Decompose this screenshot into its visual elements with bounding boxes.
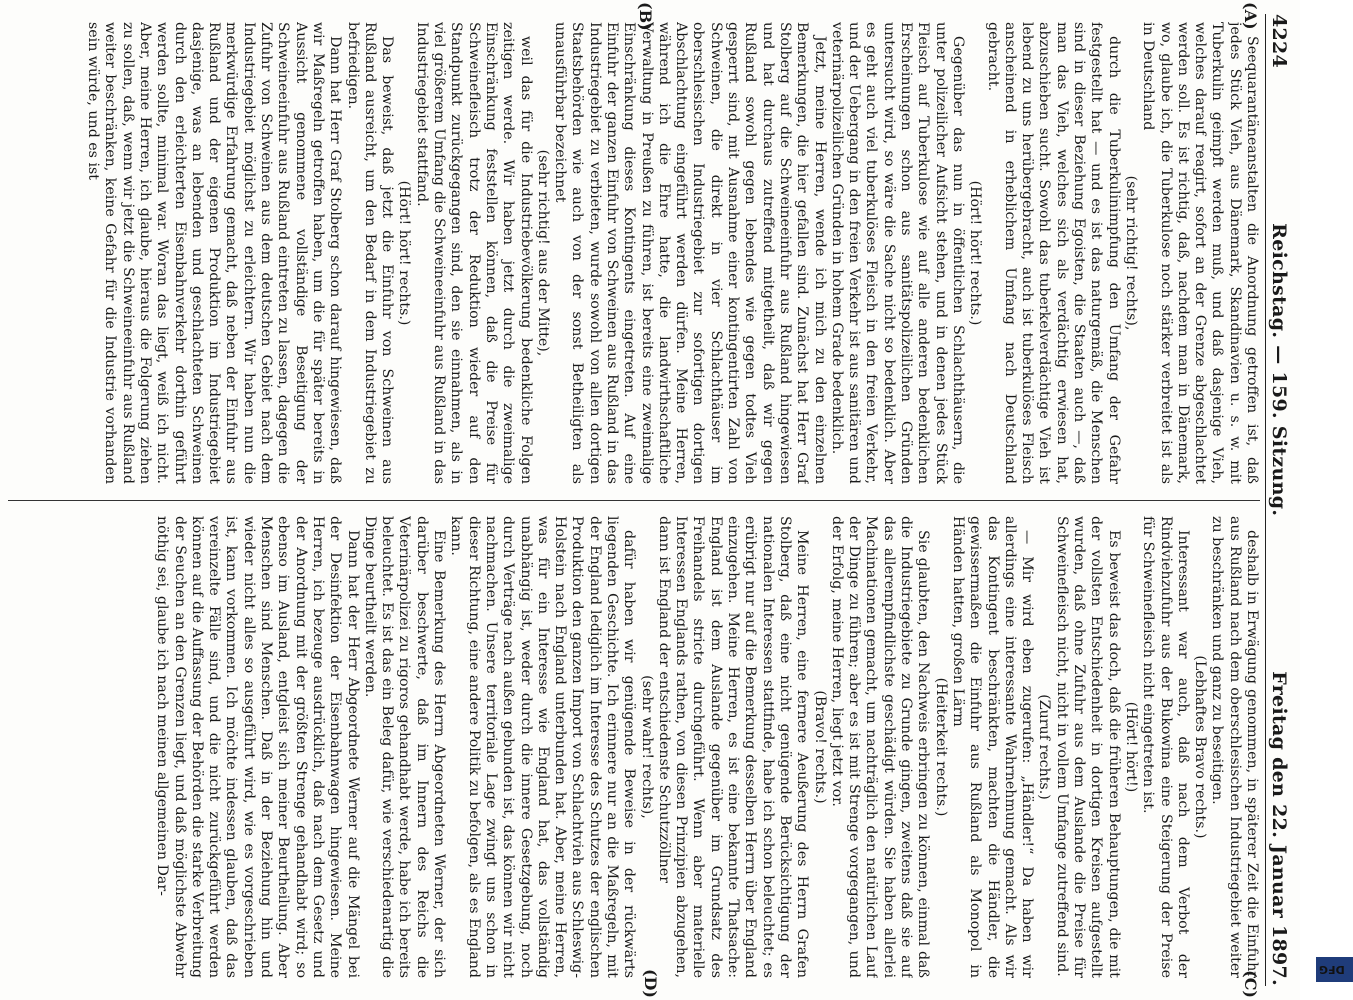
paragraph: dafür haben wir genügende Beweise in der rückwärts liegenden Geschichte. Ich erinnere nur an die Maßregeln, mit der England lediglich im Interesse des Schutzes der englischen Produktion den ganzen Import von Schlachtvieh aus Schleswig-Holstein nach England unterbunden hat. Aber, meine Herren, was für ein Interesse wie England hat, das vollständig unabhängig ist, weder durch die innere Gesetzgebung, noch durch Verträge nach außen gebunden ist, das können wir nicht nachmachen. Unsere territoriale Lage zwingt uns schon in dieser Richtung, eine andere Politik zu befolgen, als es England kann.	[448, 516, 638, 978]
interjection: (Hört! hört! rechts.)	[967, 180, 984, 326]
margin-mark-a: (A)	[1241, 2, 1260, 30]
paragraph: Eine Bemerkung des Herrn Abgeordneten Werner, der sich darüber beschwerte, daß im Innern des Reichs die Veterinärpolizei zu rigoros gehandhabt werde, habe ich bereits beleuchtet. Es ist das ein Beleg dafür, wie verschiedenartig die Dinge beurtheilt werden.	[361, 516, 448, 978]
left-column	[6, 22, 1260, 484]
column-divider	[8, 500, 1260, 501]
paragraph: Sie glaubten, den Nachweis erbringen zu können, einmal daß die Industriegebiete zu Grunde gingen, zweitens daß sie auf das allerempfindlichste geschädigt würden. Sie haben allerlei Machinationen gemacht, um nachträglich den natürlichen Lauf der Dinge zu führen; aber es ist mit Strenge vorgegangen, und der Erfolg, meine Herren, liegt jetzt vor.	[828, 516, 932, 978]
interjection: (sehr richtig! aus der Mitte),	[534, 149, 551, 357]
paragraph: — Mir wird eben zugerufen: „Händler!“ Da haben wir allerdings eine interessante Wahrnehmung gemacht. Als wir das Kontingent beschränkten, machten die Händler, die gewissermaßen die Einfuhr aus Rußland als Monopol in Händen hatten, großen Lärm	[949, 516, 1036, 978]
paragraph: deshalb in Erwägung genommen, in späterer Zeit die Einfuhr aus Rußland nach dem oberschlesischen Industriegebiet weiter zu beschränken und ganz zu beseitigen.	[1209, 516, 1260, 978]
dfg-logo: DFG	[1316, 957, 1353, 982]
paragraph: Dann hat Herr Graf Stolberg schon darauf hingewiesen, daß wir Maßregeln getroffen haben, um die für später bereits in Aussicht genommene vollständige Beseitigung der Schweineeinfuhr aus Rußland eintreten zu lassen, dagegen die Zufuhr von Schweinen aus dem deutschen Gebiet nach dem Industriegebiet möglichst zu erleichtern. Wir haben nun die merkwürdige Erfahrung gemacht, daß neben der Einfuhr aus Rußland und der eigenen Produktion im Industriegebiet dasjenige, was an lebenden und geschlachteten Schweinen durch den erleichterten Eisenbahnverkehr dorthin geführt werden sollte, minimal war. Woran das liegt, weiß ich nicht. Aber, meine Herren, ich glaube, hieraus die Folgerung ziehen zu sollen, daß, wenn wir jetzt die Schweineeinfuhr aus Rußland weiter beschränken, keine Gefahr für die Industrie vorhanden sein würde, und es ist	[85, 22, 344, 484]
paragraph: Das beweist, daß jetzt die Einfuhr von Schweinen aus Rußland ausreicht, um den Bedarf in dem Industriegebiet zu befriedigen.	[344, 22, 396, 484]
interjection: (Hört! hört!)	[1122, 701, 1139, 793]
interjection: (Zuruf rechts.)	[1036, 694, 1053, 800]
paragraph: Gegenüber das nun in öffentlichen Schlachthäusern, die unter polizeilicher Aufsicht stehen, und in denen jedes Stück Fleisch auf Tuberkulose wie auf alle anderen bedenklichen Erscheinungen schon aus sanitätspolizeilichen Gründen untersucht wird, so wäre die Sache nicht so bedenklich. Aber es geht auch viel tuberkulöses Fleisch in den freien Verkehr, und der Uebergang in den freien Verkehr ist aus sanitären und veterinärpolizeilichen Gründen in hohem Grade bedenklich.	[828, 22, 966, 484]
right-column	[6, 516, 1260, 978]
interjection: (Hört! hört! rechts.)	[396, 180, 413, 326]
paragraph: weil das für die Industriebevölkerung bedenkliche Folgen zeitigen werde. Wir haben jetzt durch die zweimalige Einschränkung feststellen können, daß die Preise für Schweinefleisch trotz der Reduktion wieder auf den Standpunkt zurückgegangen sind, den sie einnahmen, als in viel größerem Umfang die Schweineeinfuhr aus Rußland in das Industriegebiet stattfand.	[413, 22, 534, 484]
page-header	[1265, 14, 1292, 986]
digitization-credit	[1319, 0, 1353, 1000]
margin-mark-b: (B)	[636, 2, 655, 31]
page-title: Reichstag. — 159. Sitzung.	[1268, 223, 1290, 517]
page-number: 4224	[1268, 14, 1290, 69]
margin-mark-d: (D)	[641, 968, 660, 998]
interjection: (Bravo! rechts.)	[811, 690, 828, 804]
interjection: (Lebhaftes Bravo rechts.)	[1192, 655, 1209, 839]
page-date: Freitag den 22. Januar 1897.	[1268, 671, 1290, 986]
paragraph: Meine Herren, eine fernere Aeußerung des Herrn Grafen Stolberg, daß eine nicht genügende Berücksichtigung der nationalen Interessen stattfinde, habe ich schon beleuchtet; es erübrigt nur auf die Bemerkung desselben Herrn über England einzugehen. Meine Herren, es ist eine bekannte Thatsache: England ist dem Auslande gegenüber im Grundsatz des Freihandels stricte durchgeführt. Wenn aber materielle Interessen Englands rathen, von diesen Prinzipien abzugehen, dann ist England der entschiedenste Schutzzöllner	[655, 516, 811, 978]
interjection: (Heiterkeit rechts.)	[932, 677, 949, 817]
paragraph: Interessant war auch, daß nach dem Verbot der Rindviehzufuhr aus der Bukowina eine Steigerung der Preise für Schweinefleisch nicht eingetreten ist.	[1140, 516, 1191, 978]
margin-mark-c: (C)	[1241, 970, 1260, 998]
paragraph: Jetzt, meine Herren, wende ich mich zu den einzelnen Bemerkungen, die hier gefallen sind. Zunächst hat Herr Graf Stolberg auf die Schweineeinfuhr aus Rußland hingewiesen und hat durchaus zutreffend mitgetheilt, daß wir gegen Rußland sowohl gegen lebendes wie gegen todtes Vieh gesperrt sind, mit Ausnahme einer kontingentirten Zahl von Schweinen, die direkt in vier Schlachthäuser im oberschlesischen Industriegebiet zur sofortigen dortigen Abschlachtung eingeführt werden dürfen. Meine Herren, während ich die Ehre hatte, die landwirthschaftliche Verwaltung in Preußen zu führen, ist bereits eine zweimalige Einschränkung dieses Kontingents eingetreten. Auf eine Einfuhr der ganzen Einfuhr von Schweinen aus Rußland in das Industriegebiet zu verbieten, wurde sowohl von allen dortigen Staatsbehörden wie auch von der sonst Betheiligten als unausführbar bezeichnet	[552, 22, 828, 484]
paragraph: Seequarantäneanstalten die Anordnung getroffen ist, daß jedes Stück Vieh, aus Dänemark, Skandinavien u. s. w. mit Tuberkulin geimpft werden muß, und daß dasjenige Vieh, welches darauf reagirt, sofort an der Grenze abgeschlachtet werden soll. Es ist richtig, daß, nachdem man in Dänemark, wo, glaube ich, die Tuberkulose noch stärker verbreitet ist als in Deutschland	[1140, 22, 1260, 484]
paragraph: Es beweist das doch, daß die früheren Behauptungen, die mit der vollsten Entschiedenheit in dortigen Kreisen aufgestellt wurden, daß ohne Zufuhr aus dem Auslande die Preise für Schweinefleisch nicht, nicht in vollem Umfange zutreffend sind.	[1053, 516, 1122, 978]
interjection: (sehr wahr! rechts),	[638, 675, 655, 819]
paragraph: Dann hat der Herr Abgeordnete Werner auf die Mängel bei der Desinfektion der Eisenbahnwagen hingewiesen. Meine Herren, ich bezeuge ausdrücklich, daß nach dem Gesetz und der Anordnung mit der größten Strenge gehandhabt wird; so ebenso im Ausland, entgleist sich meiner Beurtheilung. Aber Menschen sind Menschen. Daß in der Beziehung hin und wieder nicht alles so ausgeführt wird, wie es vorgeschrieben ist, kann vorkommen. Ich möchte indessen glauben, daß das vereinzelte Fälle sind, und die nicht zurückgeführt werden können auf die Auffassung der Behörden die starke Verbreitung der Seuchen an den Grenzen liegt, und daß möglichste Abwehr nöthig sei, glaube ich nach meinen allgemeinen Dar-	[154, 516, 361, 978]
interjection: (sehr richtig! rechts),	[1122, 175, 1139, 331]
paragraph: durch die Tuberkulinimpfung den Umfang der Gefahr festgestellt hat — und es ist das naturgemäß, die Menschen sind in dieser Beziehung Egoisten, die Staaten auch —, daß man das Vieh, welches sich als verdächtig erwiesen hat, abzuschieben sucht. Sowohl das tuberkelverdächtige Vieh ist lebend zu uns herübergebracht, auch ist tuberkulöses Fleisch anscheinend in erheblichem Umfang nach Deutschland gebracht.	[984, 22, 1122, 484]
